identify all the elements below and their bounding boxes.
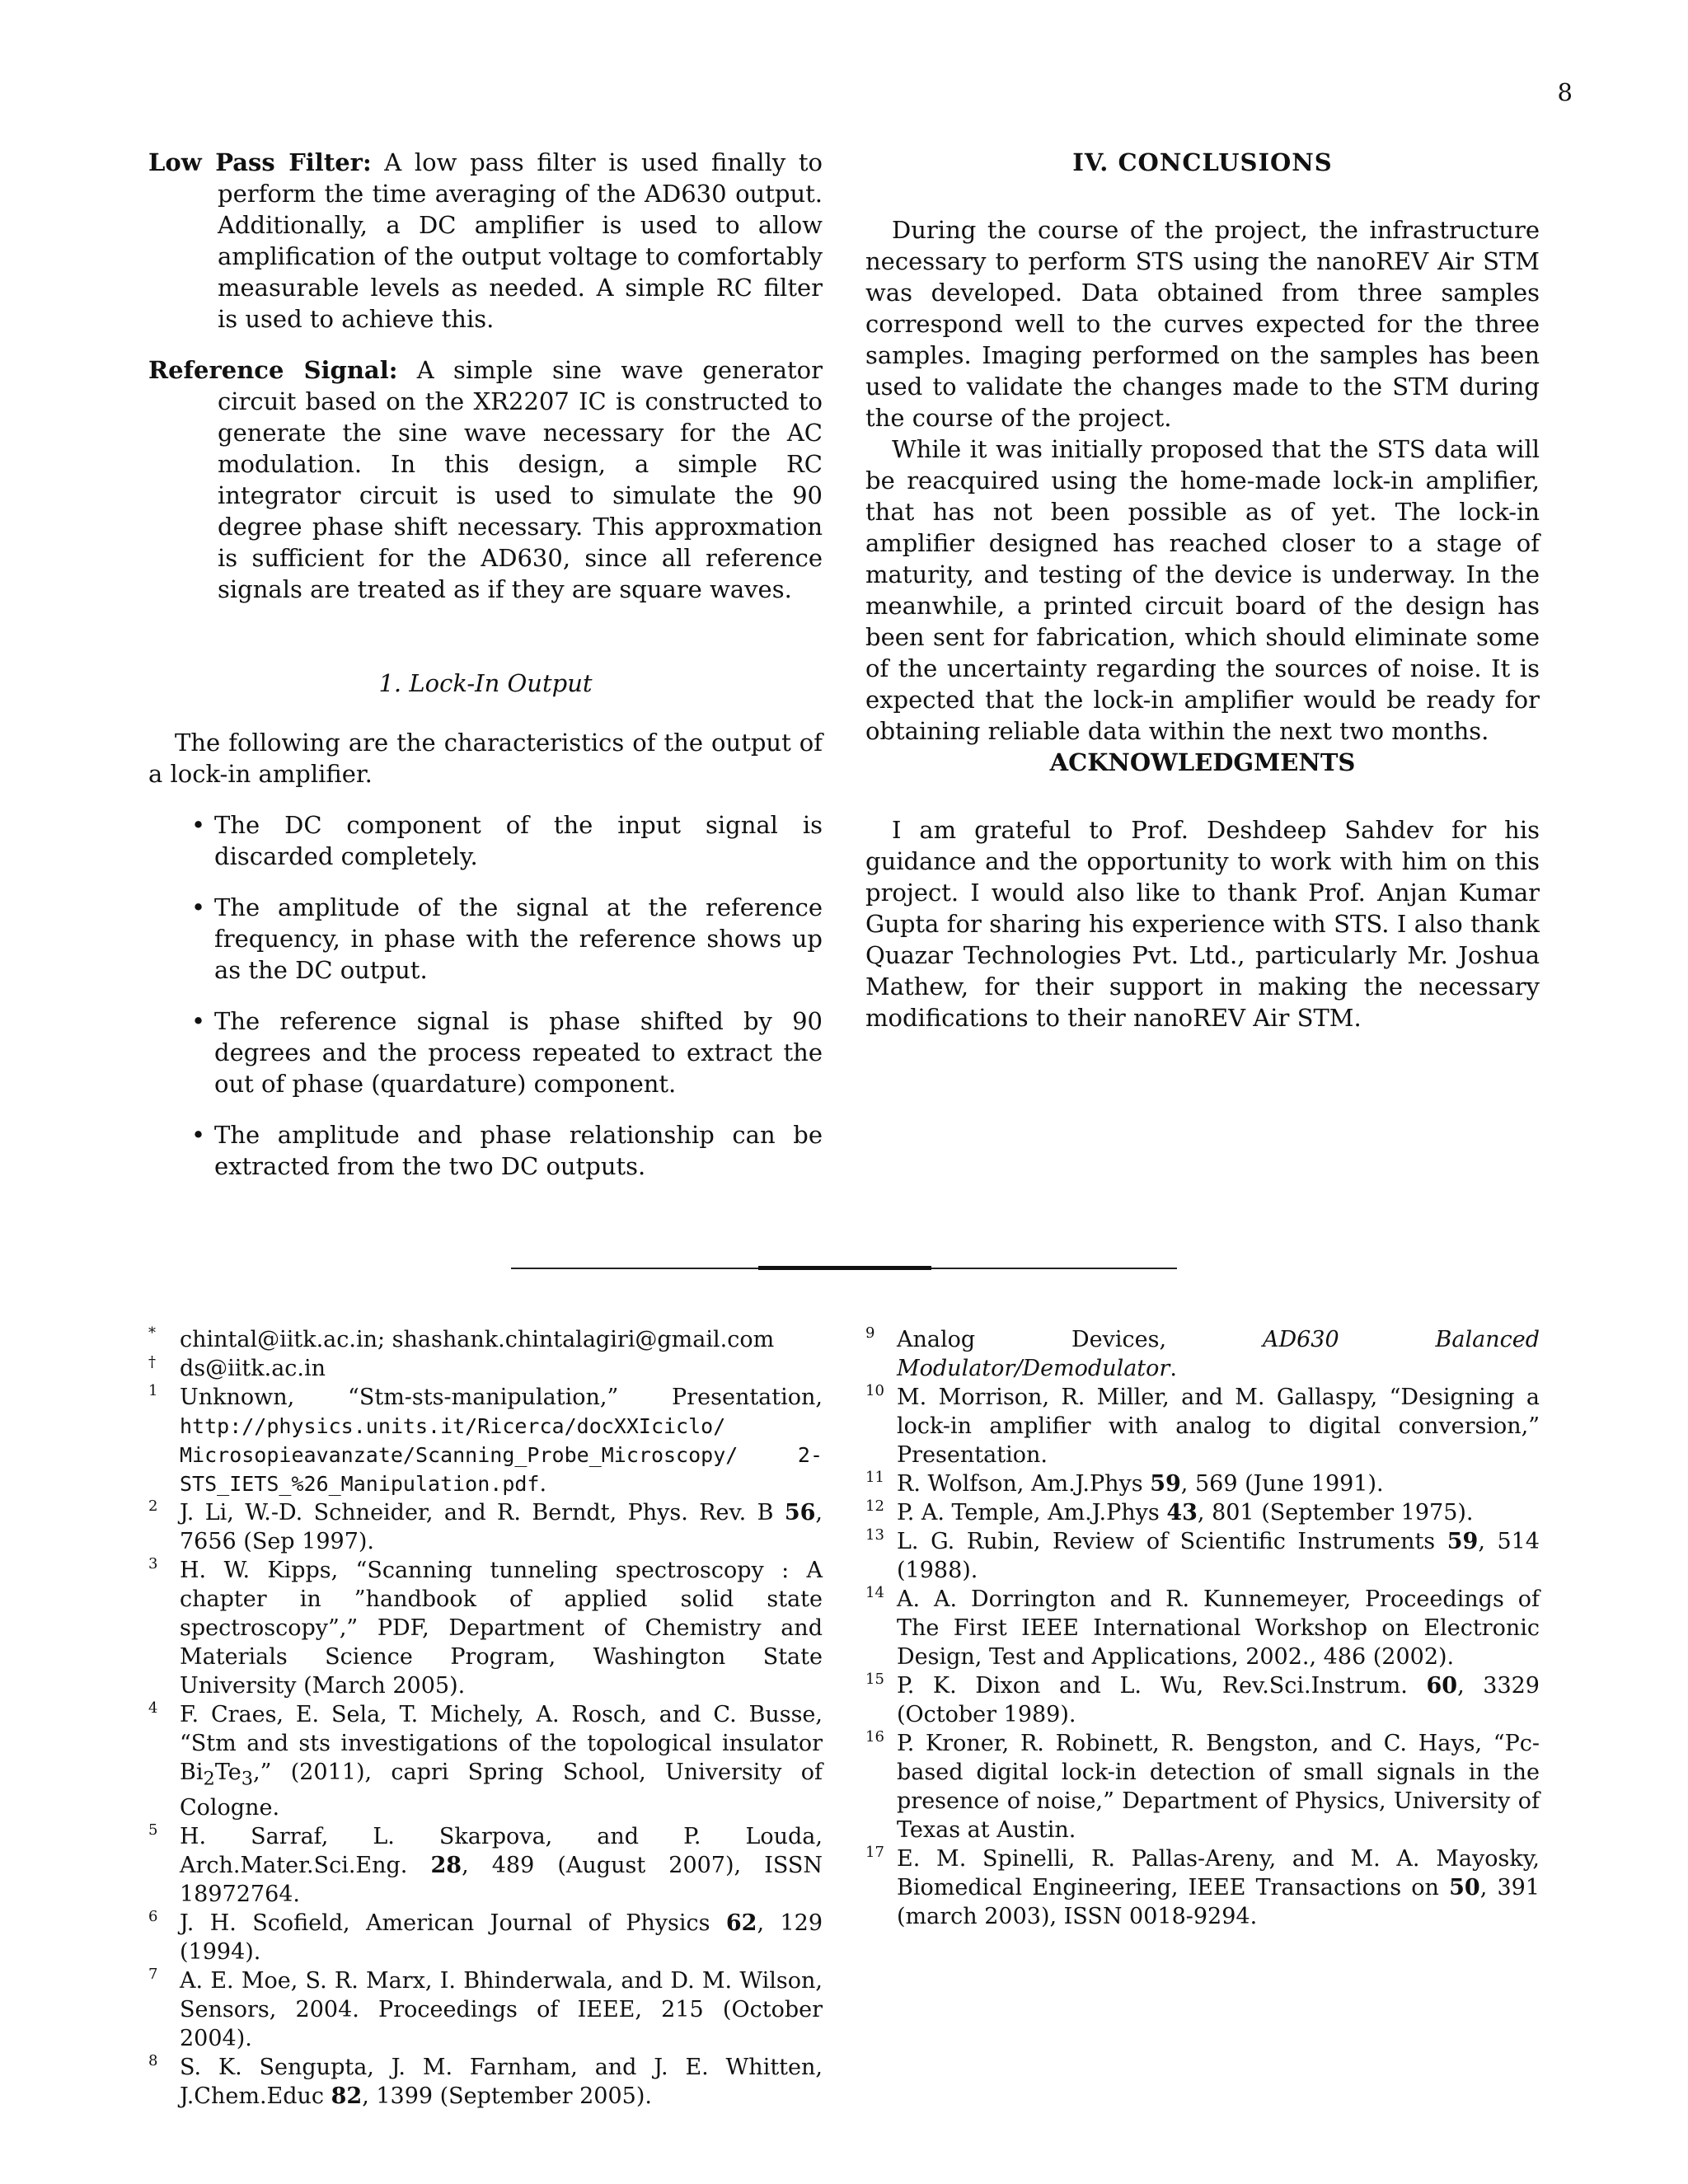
footnote-mark: † xyxy=(148,1353,156,1371)
references-left xyxy=(148,1325,823,2111)
page-number: 8 xyxy=(1557,78,1573,106)
reference-item xyxy=(148,1822,823,1909)
reference-item xyxy=(148,1700,823,1822)
reference-item xyxy=(148,1556,823,1700)
reference-text: A. E. Moe, S. R. Marx, I. Bhinderwala, and D. M. Wilson, Sensors, 2004. Proceedings of IEEE, 215 (October 2004). xyxy=(180,1968,823,2052)
reference-number: 2 xyxy=(148,1497,158,1515)
reference-text: R. Wolfson, Am.J.Phys xyxy=(897,1471,1151,1497)
reference-number: 3 xyxy=(148,1555,158,1572)
reference-text: M. Morrison, R. Miller, and M. Gallaspy, “Designing a lock-in amplifier with analog to digital conversion,” Presentation. xyxy=(897,1385,1540,1468)
reference-number: 16 xyxy=(865,1728,884,1746)
reference-number: 9 xyxy=(865,1324,875,1342)
low-pass-filter-item xyxy=(148,147,823,335)
reference-text-end: . xyxy=(1170,1356,1177,1381)
reference-text-end: , 801 (September 1975). xyxy=(1197,1500,1474,1526)
reference-text: Analog Devices, xyxy=(897,1327,1263,1352)
references-right xyxy=(865,1325,1540,1931)
reference-number: 11 xyxy=(865,1469,884,1486)
reference-text-end: , 129 (1994). xyxy=(180,1910,823,1966)
reference-title: AD630 Balanced Modulator/Demodulator xyxy=(897,1327,1540,1381)
right-column xyxy=(865,147,1540,1033)
reference-item xyxy=(865,1383,1540,1469)
reference-volume: 59 xyxy=(1150,1471,1181,1497)
reference-number: 13 xyxy=(865,1526,884,1544)
reference-number: 8 xyxy=(148,2052,158,2070)
item-text: A low pass filter is used finally to perform the time averaging of the AD630 output. Additionally, a DC amplifier is used to allow amplification of the output voltage to comfortably measurable levels as needed. A simple RC filter is used to achieve this. xyxy=(218,148,823,333)
reference-number: 7 xyxy=(148,1966,158,1984)
footnote-text: ds@iitk.ac.in xyxy=(180,1356,326,1381)
reference-volume: 62 xyxy=(725,1910,757,1937)
reference-volume: 59 xyxy=(1447,1529,1479,1554)
list-item: • The amplitude of the signal at the reference frequency, in phase with the reference shows up as the DC output. xyxy=(148,892,823,986)
reference-item xyxy=(865,1844,1540,1931)
item-term: Reference Signal: xyxy=(148,356,398,384)
reference-text: A. A. Dorrington and R. Kunnemeyer, Proceedings of The First IEEE International Workshop on Electronic Design, Test and Applications, 2002., 486 (2002). xyxy=(897,1586,1540,1670)
reference-signal-item xyxy=(148,354,823,605)
footnote-mark: * xyxy=(148,1324,156,1342)
reference-volume: 82 xyxy=(331,2083,363,2110)
footnote-text: chintal@iitk.ac.in; shashank.chintalagiri@gmail.com xyxy=(180,1327,775,1352)
reference-text-end: , 3329 (October 1989). xyxy=(897,1673,1540,1727)
reference-item xyxy=(865,1729,1540,1844)
reference-number: 12 xyxy=(865,1497,884,1515)
acknowledgments-paragraph: I am grateful to Prof. Deshdeep Sahdev for his guidance and the opportunity to work with him on this project. I would also like to thank Prof. Anjan Kumar Gupta for sharing his experience with STS. I also thank Quazar Technologies Pvt. Ltd., particularly Mr. Joshua Mathew, for their support in making the necessary modifications to their nanoREV Air STM. xyxy=(865,816,1540,1032)
reference-text: P. K. Dixon and L. Wu, Rev.Sci.Instrum. xyxy=(897,1673,1427,1699)
reference-text: E. M. Spinelli, R. Pallas-Areny, and M. A. Mayosky, Biomedical Engineering, IEEE Transactions on xyxy=(897,1846,1540,1900)
reference-text: J. Li, W.-D. Schneider, and R. Berndt, Phys. Rev. B xyxy=(180,1500,785,1526)
intro-paragraph: The following are the characteristics of the output of a lock-in amplifier. xyxy=(148,729,823,788)
item-text: A simple sine wave generator circuit based on the XR2207 IC is constructed to generate the sine wave necessary for the AC modulation. In this design, a simple RC integrator circuit is used to simulate the 90 degree phase shift necessary. This approxmation is sufficient for the AD630, since all reference signals are treated as if they are square waves. xyxy=(218,356,823,603)
reference-number: 4 xyxy=(148,1699,158,1717)
section-title: IV. CONCLUSIONS xyxy=(1072,148,1333,176)
left-column xyxy=(148,147,823,1202)
reference-volume: 28 xyxy=(430,1853,462,1879)
reference-volume: 50 xyxy=(1449,1875,1480,1900)
reference-text-end: , 569 (June 1991). xyxy=(1180,1471,1384,1497)
reference-text: P. Kroner, R. Robinett, R. Bengston, and C. Hays, “Pc-based digital lock-in detection of small signals in the presence of noise,” Department of Physics, University of Texas at Austin. xyxy=(897,1731,1540,1843)
characteristics-list xyxy=(148,809,823,1182)
footnote-email xyxy=(148,1354,823,1383)
reference-text-end: . xyxy=(539,1471,547,1497)
reference-number: 17 xyxy=(865,1844,884,1861)
reference-text: H. Sarraf, L. Skarpova, and P. Louda, Arch.Mater.Sci.Eng. xyxy=(180,1824,823,1879)
reference-item xyxy=(865,1469,1540,1498)
reference-item xyxy=(148,2053,823,2111)
reference-item xyxy=(148,1383,823,1498)
list-item: • The reference signal is phase shifted by 90 degrees and the process repeated to extract the out of phase (quardature) component. xyxy=(148,1005,823,1099)
reference-item xyxy=(865,1498,1540,1527)
reference-text: H. W. Kipps, “Scanning tunneling spectroscopy : A chapter in ”handbook of applied solid state spectroscopy”,” PDF, Department of Chemistry and Materials Science Program, Washington State University (March 2005). xyxy=(180,1558,823,1699)
reference-volume: 60 xyxy=(1426,1673,1458,1699)
subscript: 2 xyxy=(203,1768,215,1790)
acknowledgments-title: ACKNOWLEDGMENTS xyxy=(1049,748,1356,776)
item-term: Low Pass Filter: xyxy=(148,148,372,176)
reference-text: P. A. Temple, Am.J.Phys xyxy=(897,1500,1167,1526)
reference-number: 6 xyxy=(148,1908,158,1926)
list-item: • The DC component of the input signal is discarded completely. xyxy=(148,809,823,872)
reference-text-end: , 391 (march 2003), ISSN 0018-9294. xyxy=(897,1875,1540,1929)
reference-text-end: , 514 (1988). xyxy=(897,1529,1540,1583)
reference-text: F. Craes, E. Sela, T. Michely, A. Rosch, and C. Busse, “Stm and sts investigations of the topological insulator Bi xyxy=(180,1702,823,1785)
reference-item xyxy=(865,1325,1540,1383)
footnote-email xyxy=(148,1325,823,1354)
reference-text-end: , 489 (August 2007), ISSN 18972764. xyxy=(180,1853,823,1908)
subsection-title: 1. Lock-In Output xyxy=(378,669,593,697)
reference-number: 5 xyxy=(148,1821,158,1840)
reference-item xyxy=(148,1966,823,2053)
footnote-divider-center xyxy=(758,1266,931,1270)
reference-text: Unknown, “Stm-sts-manipulation,” Presentation, xyxy=(180,1385,823,1410)
conclusion-paragraph: While it was initially proposed that the STS data will be reacquired using the home-made lock-in amplifier, that has not been possible as of yet. The lock-in amplifier designed has reached closer to a stage of maturity, and testing of the device is underway. In the meanwhile, a printed circuit board of the design has been sent for fabrication, which should eliminate some of the uncertainty regarding the sources of noise. It is expected that the lock-in amplifier would be ready for obtaining reliable data within the next two months. xyxy=(865,435,1540,745)
reference-text: S. K. Sengupta, J. M. Farnham, and J. E. Whitten, J.Chem.Educ xyxy=(180,2055,823,2110)
reference-number: 14 xyxy=(865,1584,884,1601)
reference-item xyxy=(148,1909,823,1966)
reference-text: L. G. Rubin, Review of Scientific Instruments xyxy=(897,1529,1447,1554)
reference-number: 10 xyxy=(865,1382,884,1399)
reference-text-end: , 1399 (September 2005). xyxy=(362,2083,652,2110)
reference-volume: 56 xyxy=(784,1500,816,1526)
reference-item xyxy=(865,1527,1540,1585)
reference-number: 1 xyxy=(148,1382,158,1399)
reference-item xyxy=(865,1585,1540,1671)
subscript: 3 xyxy=(241,1768,254,1790)
reference-item xyxy=(865,1671,1540,1729)
reference-text-end: ,” (2011), capri Spring School, University of Cologne. xyxy=(180,1760,823,1821)
reference-number: 15 xyxy=(865,1671,884,1688)
reference-text-end: , 7656 (Sep 1997). xyxy=(180,1500,823,1554)
reference-url: http://physics.units.it/Ricerca/docXXIciclo/ Microsopieavanzate/Scanning_Probe_Microscopy/ 2-STS_IETS_%26_Manipulation.pdf xyxy=(180,1414,823,1496)
list-item: • The amplitude and phase relationship can be extracted from the two DC outputs. xyxy=(148,1119,823,1182)
reference-item xyxy=(148,1498,823,1556)
reference-text: Te xyxy=(214,1760,241,1785)
conclusion-paragraph: During the course of the project, the infrastructure necessary to perform STS using the nanoREV Air STM was developed. Data obtained from three samples correspond well to the curves expected for the three samples. Imaging performed on the samples has been used to validate the changes made to the STM during the course of the project. xyxy=(865,216,1540,432)
reference-volume: 43 xyxy=(1166,1500,1198,1526)
reference-text: J. H. Scofield, American Journal of Physics xyxy=(180,1910,726,1937)
